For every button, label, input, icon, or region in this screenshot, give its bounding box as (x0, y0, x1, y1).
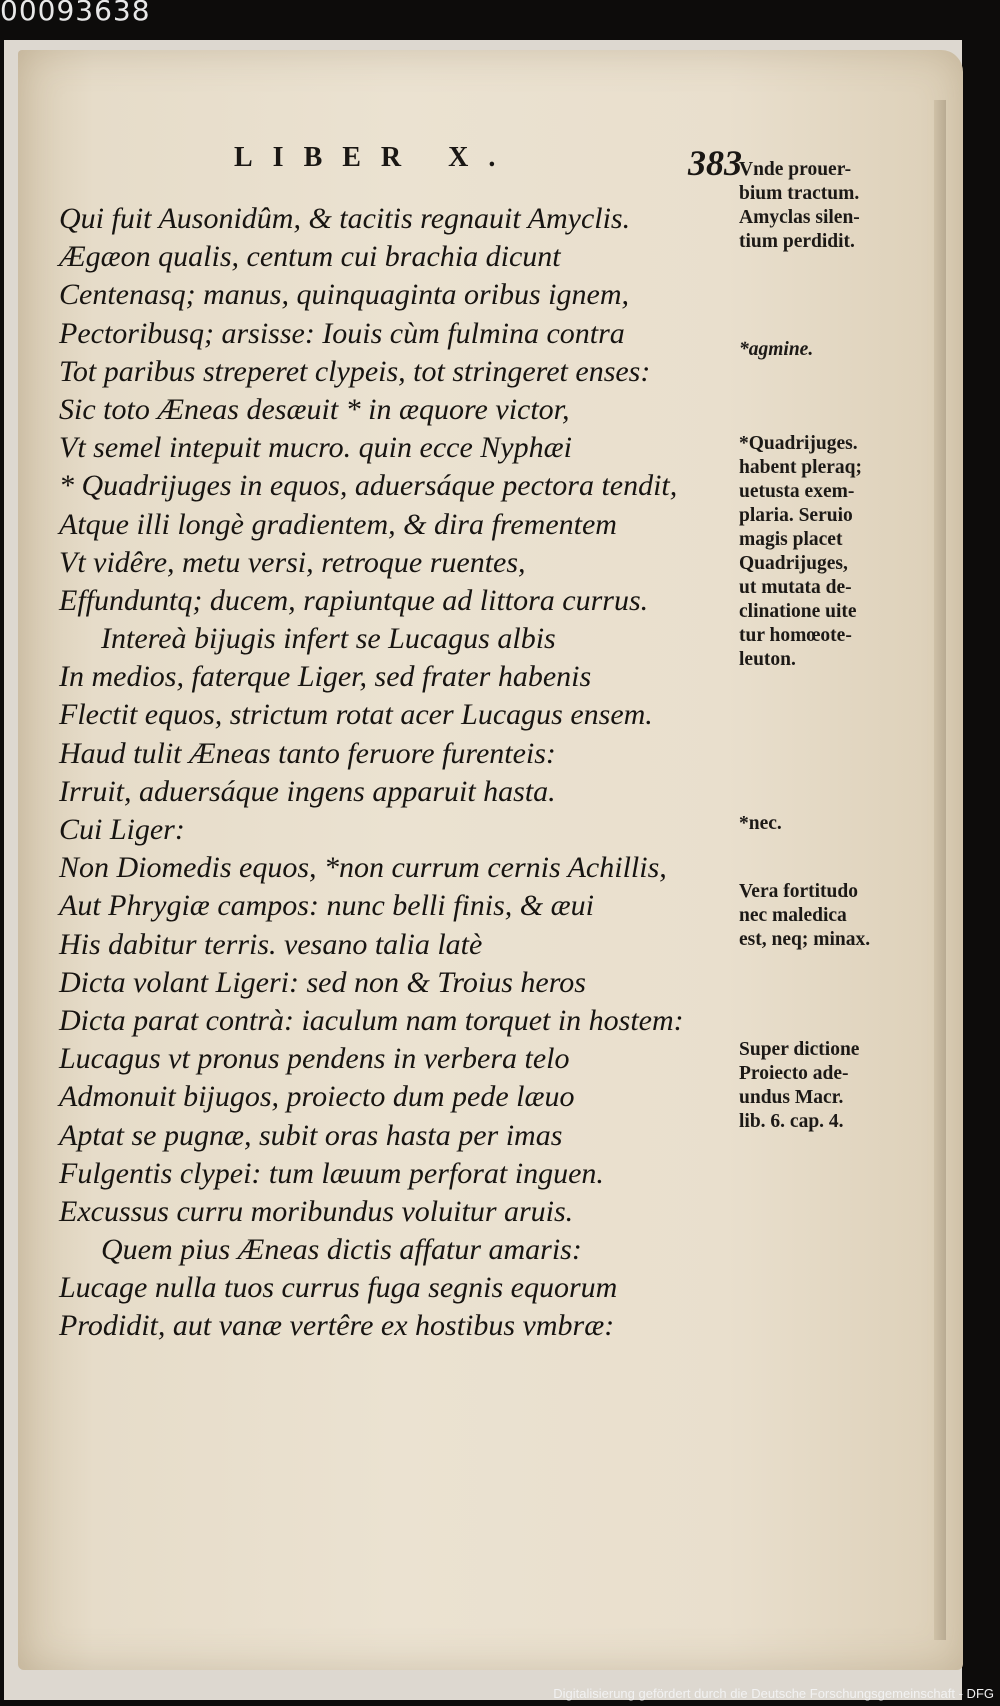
margin-note (739, 880, 870, 952)
verse-line: Admonuit bijugos, proiecto dum pede læuo (59, 1080, 575, 1114)
note-line: habent pleraq; (739, 457, 862, 478)
verse-line: Sic toto Æneas desæuit * in æquore victor, (59, 392, 570, 426)
note-line: lib. 6. cap. 4. (739, 1111, 844, 1132)
note-line: plaria. Seruio (739, 505, 853, 526)
page-edge (934, 100, 946, 1640)
verse-line: His dabitur terris. vesano talia latè (59, 927, 483, 961)
note-line: *agmine. (739, 339, 814, 360)
verse-line: Lucage nulla tuos currus fuga segnis equorum (59, 1271, 618, 1305)
verse-line: Excussus curru moribundus voluitur aruis. (59, 1194, 574, 1228)
margin-note (739, 432, 862, 672)
note-line: clinatione uite (739, 601, 857, 622)
verse-line: Centenasq; manus, quinquaginta oribus ignem, (59, 278, 629, 312)
verse-line: Aut Phrygiæ campos: nunc belli finis, & æui (59, 889, 594, 923)
verse-line: Intereà bijugis infert se Lucagus albis (101, 622, 556, 656)
note-line: Quadrijuges, (739, 553, 848, 574)
margin-note (739, 1038, 859, 1134)
verse-line: Prodidit, aut vanæ vertêre ex hostibus vmbræ: (59, 1309, 615, 1343)
verse-line: Flectit equos, strictum rotat acer Lucagus ensem. (59, 698, 653, 732)
verse-line: Pectoribusq; arsisse: Iouis cùm fulmina contra (59, 316, 625, 350)
verse-line: * Quadrijuges in equos, aduersáque pectora tendit, (59, 469, 678, 503)
verse-line: Non Diomedis equos, *non currum cernis Achillis, (59, 851, 667, 885)
note-line: uetusta exem- (739, 481, 855, 502)
note-line: leuton. (739, 649, 796, 670)
verse-line: Fulgentis clypei: tum læuum perforat inguen. (59, 1156, 604, 1190)
margin-note (739, 812, 782, 836)
note-line: *nec. (739, 813, 782, 834)
note-line: Proiecto ade- (739, 1063, 849, 1084)
note-line: bium tractum. (739, 183, 860, 204)
page-number: 383 (688, 143, 742, 183)
note-line: Amyclas silen- (739, 207, 860, 228)
note-line: est, neq; minax. (739, 929, 871, 950)
verse-line: Dicta parat contrà: iaculum nam torquet in hostem: (59, 1003, 684, 1037)
verse-block (59, 200, 749, 1346)
note-line: nec maledica (739, 905, 847, 926)
verse-line: Ægæon qualis, centum cui brachia dicunt (59, 240, 561, 274)
verse-line: Vt vidêre, metu versi, retroque ruentes, (59, 545, 526, 579)
verse-line: Haud tulit Æneas tanto feruore furenteis: (59, 736, 556, 770)
note-line: tur homœote- (739, 625, 852, 646)
catalog-number: 00093638 (0, 0, 151, 27)
verse-line: Lucagus vt pronus pendens in verbera telo (59, 1042, 570, 1076)
note-line: *Quadrijuges. (739, 433, 858, 454)
marginal-notes (739, 40, 919, 1640)
margin-note (739, 158, 860, 254)
note-line: ut mutata de- (739, 577, 852, 598)
note-line: magis placet (739, 529, 843, 550)
verse-line: Aptat se pugnæ, subit oras hasta per imas (59, 1118, 563, 1152)
note-line: Vnde prouer- (739, 159, 852, 180)
verse-line: Atque illi longè gradientem, & dira frementem (59, 507, 617, 541)
margin-note (739, 338, 813, 362)
verse-line: Vt semel intepuit mucro. quin ecce Nyphæi (59, 431, 572, 465)
verse-line: Irruit, aduersáque ingens apparuit hasta. (59, 774, 556, 808)
verse-line: Effunduntq; ducem, rapiuntque ad littora currus. (59, 583, 649, 617)
verse-line: Cui Liger: (59, 813, 185, 846)
note-line: tium perdidit. (739, 231, 855, 252)
verse-line: Dicta volant Ligeri: sed non & Troius heros (59, 965, 586, 999)
verse-line: In medios, faterque Liger, sed frater habenis (59, 660, 592, 694)
note-line: undus Macr. (739, 1087, 844, 1108)
verse-line: Tot paribus streperet clypeis, tot stringeret enses: (59, 354, 651, 388)
running-head: LIBER X. (234, 142, 516, 173)
note-line: Vera fortitudo (739, 881, 858, 902)
note-line: Super dictione (739, 1039, 860, 1060)
book-page (4, 40, 962, 1700)
verse-line: Quem pius Æneas dictis affatur amaris: (101, 1233, 582, 1267)
digitization-credit: Digitalisierung gefördert durch die Deutsche Forschungsgemeinschaft - DFG (553, 1686, 994, 1701)
verse-line: Qui fuit Ausonidûm, & tacitis regnauit Amyclis. (59, 202, 631, 235)
